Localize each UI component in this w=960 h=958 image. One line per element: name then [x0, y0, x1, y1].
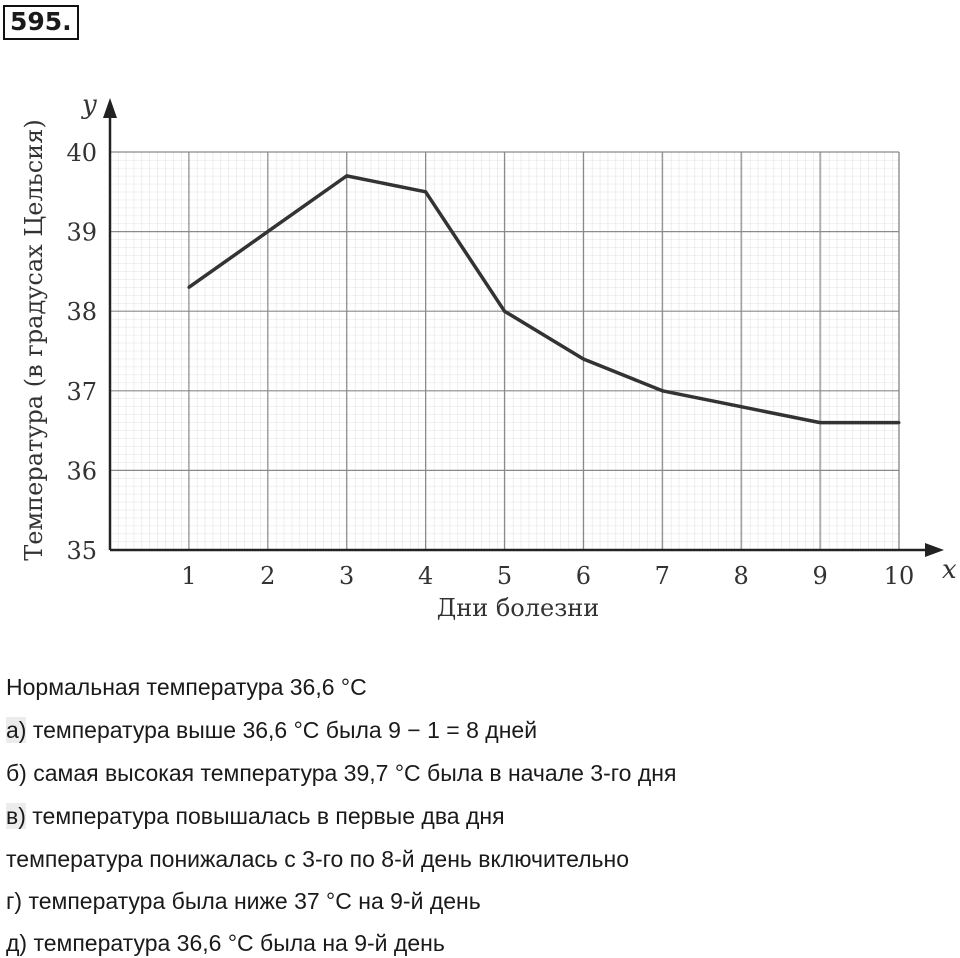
data-point	[582, 357, 585, 360]
y-tick-label: 40	[66, 139, 97, 167]
x-tick-label: 10	[883, 562, 915, 590]
y-tick-label: 37	[66, 377, 97, 406]
answer-v-text: температура повышалась в первые два дня	[25, 803, 505, 829]
data-point	[345, 174, 348, 177]
data-point	[424, 190, 427, 193]
y-tick-label: 38	[66, 298, 97, 327]
data-point	[740, 405, 743, 408]
data-point	[819, 421, 822, 424]
problem-number: 595.	[3, 5, 79, 40]
x-tick-label: 1	[181, 562, 197, 590]
solution-intro: Нормальная температура 36,6 °C	[6, 674, 367, 700]
x-axis-letter: x	[942, 555, 957, 585]
solution-answer-a	[6, 715, 537, 745]
x-axis-label: Дни болезни	[436, 594, 600, 622]
y-tick-label: 36	[66, 457, 97, 486]
x-tick-label: 7	[654, 562, 670, 590]
x-tick-label: 2	[260, 562, 276, 590]
answer-a-text: температура выше 36,6 °C была 9 − 1 = 8 дней	[26, 717, 538, 743]
data-point	[187, 286, 190, 289]
y-tick-label: 39	[66, 218, 97, 247]
data-point	[661, 389, 664, 392]
data-point	[266, 230, 269, 233]
x-tick-label: 6	[575, 562, 592, 590]
data-point	[898, 421, 901, 424]
y-axis-arrow	[103, 98, 117, 118]
x-tick-label: 3	[339, 562, 355, 590]
x-tick-label: 4	[417, 562, 434, 590]
answer-a-marker: а)	[6, 717, 27, 743]
y-axis-letter: y	[82, 90, 97, 120]
y-axis-label: Температура (в градусах Цельсия)	[20, 119, 48, 561]
data-point	[503, 310, 506, 313]
solution-answer-g: г) температура была ниже 37 °C на 9-й день	[6, 888, 481, 914]
solution-answer-v-2: температура понижалась с 3-го по 8-й день включительно	[6, 846, 630, 872]
answer-v-marker: в)	[6, 803, 26, 829]
solution-answer-d: д) температура 36,6 °C была на 9-й день	[6, 930, 445, 956]
solution-answer-b: б) самая высокая температура 39,7 °C была в начале 3-го дня	[6, 760, 677, 786]
x-tick-label: 5	[496, 562, 513, 590]
x-tick-label: 8	[733, 562, 749, 590]
y-tick-label: 35	[66, 537, 97, 565]
solution-answer-v	[6, 801, 505, 831]
x-tick-label: 9	[812, 562, 828, 590]
